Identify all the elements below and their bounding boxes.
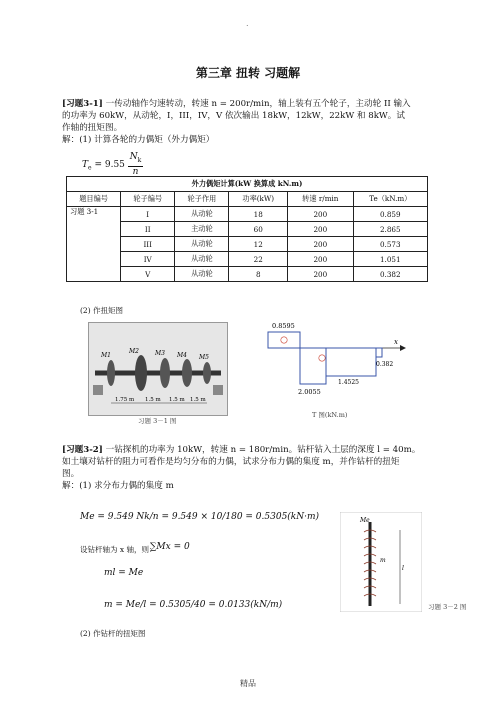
axis-note: 设钻杆轴为 x 轴，则：	[80, 545, 157, 554]
torque-label-3: 2.0055	[298, 388, 321, 396]
problem-3-2-line3: 图。	[62, 469, 80, 479]
drill-label-m: m	[380, 557, 386, 564]
wheel-label-3: M3	[155, 350, 165, 357]
torque-axis-label: x	[394, 338, 398, 346]
span-label-2: 1.5 m	[145, 397, 161, 403]
wheel-label-2: M2	[129, 348, 139, 355]
table-cell: 200	[288, 222, 354, 237]
shaft-figure	[88, 322, 228, 416]
table-cell: 200	[288, 267, 354, 282]
torque-diagram	[262, 318, 412, 414]
formula-te-fraction	[128, 152, 144, 177]
torque-segment-4	[376, 348, 382, 357]
wheel-label-5: M5	[199, 354, 209, 361]
table-row	[67, 207, 428, 222]
equation-ml: ml = Me	[104, 568, 144, 578]
formula-te	[82, 152, 143, 177]
table-cell: 从动轮	[175, 207, 229, 222]
table-row	[67, 252, 428, 267]
wheel-m3	[160, 358, 170, 388]
span-label-3: 1.5 m	[169, 397, 185, 403]
drill-label-l: l	[402, 565, 404, 572]
drill-torque-heading: (2) 作钻杆的扭矩图	[80, 629, 146, 638]
table-cell: 2.865	[353, 222, 427, 237]
problem-3-2-label: [习题3-2]	[62, 445, 103, 455]
formula-den: n	[132, 166, 139, 177]
torque-segment-3	[326, 348, 376, 376]
torque-table	[66, 176, 428, 282]
table-cell: 主动轮	[175, 222, 229, 237]
span-label-1: 1.75 m	[115, 397, 135, 403]
drill-label-me: Me	[360, 517, 370, 524]
wheel-m5	[203, 362, 211, 384]
table-cell: 22	[229, 252, 288, 267]
table-row	[67, 237, 428, 252]
table-cell: II	[121, 222, 175, 237]
formula-te-symbol: T	[82, 159, 89, 170]
table-cell: 200	[288, 207, 354, 222]
shaft-drawing	[89, 323, 227, 415]
table-cell: 0.859	[353, 207, 427, 222]
span-label-4: 1.5 m	[190, 397, 206, 403]
problem-3-1-line3: 作轴的扭矩图。	[62, 123, 123, 133]
drill-rod-figure	[340, 512, 422, 612]
table-cell: 0.382	[353, 267, 427, 282]
table-group-cell: 习题 3-1	[67, 207, 121, 282]
formula-te-eq: = 9.55	[94, 159, 125, 170]
table-cell: 从动轮	[175, 252, 229, 267]
table-cell: 从动轮	[175, 237, 229, 252]
table-cell: 200	[288, 237, 354, 252]
table-header-4: 转速 r/min	[288, 192, 354, 207]
equation-sum: ∑Mx = 0	[150, 542, 190, 552]
table-header-0: 题目编号	[67, 192, 121, 207]
table-row	[67, 267, 428, 282]
equation-me: Me = 9.549 Nk/n = 9.549 × 10/180 = 0.5305(kN·m)	[80, 512, 320, 522]
table-cell: V	[121, 267, 175, 282]
torque-segment-1	[268, 332, 300, 348]
formula-num-sub: k	[137, 156, 142, 164]
table-cell: IV	[121, 252, 175, 267]
torque-segment-2	[300, 348, 326, 384]
table-cell: I	[121, 207, 175, 222]
torque-diagram-caption: T 图(kN.m)	[312, 411, 348, 419]
wheel-label-1: M1	[101, 352, 111, 359]
page-dot: .	[246, 19, 249, 28]
table-header-5: Te（kN.m）	[353, 192, 427, 207]
torque-label-2: 1.4525	[338, 379, 359, 386]
page-footer: 精品	[240, 679, 256, 688]
table-cell: III	[121, 237, 175, 252]
table-row	[67, 222, 428, 237]
torque-diagram-heading: (2) 作扭矩图	[80, 306, 124, 315]
wheel-m1	[107, 360, 115, 386]
problem-3-1-text	[62, 98, 442, 146]
formula-num: N	[129, 152, 138, 162]
torque-label-4: 0.382	[376, 361, 394, 368]
problem-3-1-label: [习题3-1]	[62, 99, 103, 109]
table-header-3: 功率(kW)	[229, 192, 288, 207]
table-cell: 从动轮	[175, 267, 229, 282]
problem-3-2-line1: 一钻探机的功率为 10kW，转速 n = 180r/min。钻杆钻入土层的深度 l = 40m。	[105, 445, 421, 455]
table-cell: 0.573	[353, 237, 427, 252]
table-cell: 200	[288, 252, 354, 267]
table-cell: 1.051	[353, 252, 427, 267]
table-header-2: 轮子作用	[175, 192, 229, 207]
figure-3-1-caption: 习题 3－1 图	[138, 417, 177, 425]
problem-3-1-solution: 解：(1) 计算各轮的力偶矩（外力偶矩）	[62, 135, 215, 145]
problem-3-2-line2: 如土壤对钻杆的阻力可看作是均匀分布的力偶，试求分布力偶的集度 m，并作钻杆的扭矩	[62, 457, 400, 467]
table-cell: 60	[229, 222, 288, 237]
problem-3-1-line2: 的功率为 60kW，从动轮，I，III，IV，V 依次输出 18kW，12kW，22kW 和 8kW。试	[62, 111, 405, 121]
figure-3-2-caption: 习题 3－2 图	[428, 603, 467, 611]
problem-3-2-text	[62, 444, 442, 492]
wheel-m2	[135, 355, 147, 391]
table-cell: 8	[229, 267, 288, 282]
wheel-label-4: M4	[177, 352, 187, 359]
wheel-m4	[182, 359, 192, 387]
table-title: 外力偶矩计算(kW 换算成 kN.m)	[67, 177, 428, 192]
problem-3-2-solution: 解：(1) 求分布力偶的集度 m	[62, 481, 174, 491]
formula-te-sub: e	[88, 164, 92, 172]
table-header-row	[67, 192, 428, 207]
equation-m: m = Me/l = 0.5305/40 = 0.0133(kN/m)	[104, 600, 283, 610]
chapter-title: 第三章 扭转 习题解	[195, 66, 301, 80]
table-cell: 12	[229, 237, 288, 252]
table-body	[67, 207, 428, 282]
problem-3-1-line1: 一传动轴作匀速转动，转速 n = 200r/min，轴上装有五个轮子，主动轮 II 输入	[105, 99, 411, 109]
torque-label-1: 0.8595	[272, 322, 295, 330]
table-header-1: 轮子编号	[121, 192, 175, 207]
table-cell: 18	[229, 207, 288, 222]
